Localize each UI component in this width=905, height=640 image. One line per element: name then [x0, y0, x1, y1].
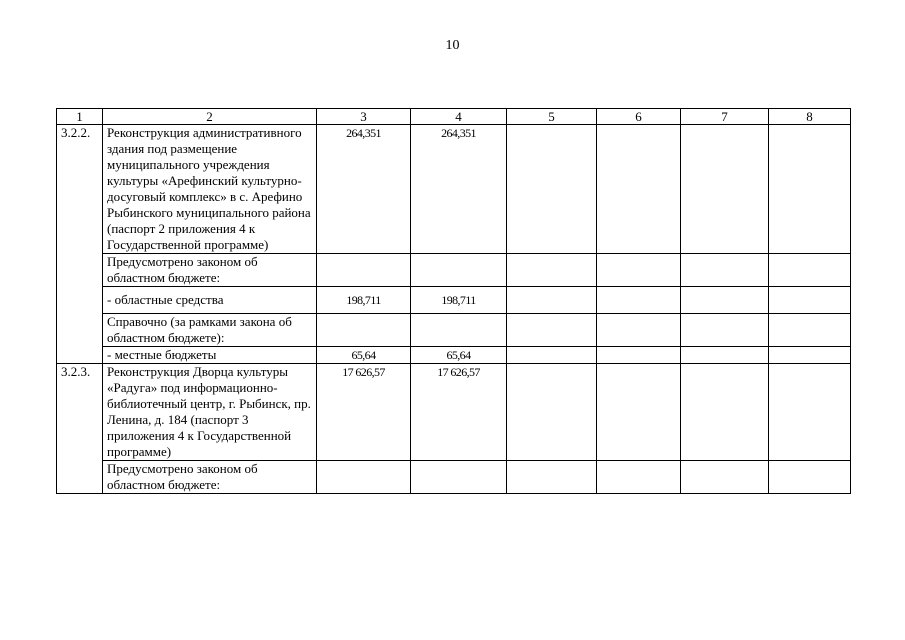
- cell-col3: 17 626,57: [317, 364, 411, 461]
- cell-col4: 17 626,57: [411, 364, 507, 461]
- column-header: 4: [411, 109, 507, 125]
- row-name: Справочно (за рамками закона об областном бюджете):: [103, 314, 317, 347]
- cell-col7: [681, 125, 769, 254]
- column-header: 1: [57, 109, 103, 125]
- cell-col8: [769, 364, 851, 461]
- row-name: Реконструкция Дворца культуры «Радуга» под информационно-библиотечный центр, г. Рыбинск, пр. Ленина, д. 184 (паспорт 3 приложения 4 к Государственной программе): [103, 364, 317, 461]
- cell-col7: [681, 254, 769, 287]
- cell-col5: [507, 314, 597, 347]
- cell-col8: [769, 125, 851, 254]
- row-name: Предусмотрено законом об областном бюджете:: [103, 461, 317, 494]
- cell-col5: [507, 254, 597, 287]
- budget-table: [56, 108, 851, 494]
- table-row: [57, 461, 851, 494]
- cell-col3: 65,64: [317, 347, 411, 364]
- table-row: [57, 364, 851, 461]
- table-row: [57, 347, 851, 364]
- column-header: 7: [681, 109, 769, 125]
- cell-col3: 264,351: [317, 125, 411, 254]
- header-row: [57, 109, 851, 125]
- column-header: 3: [317, 109, 411, 125]
- cell-col7: [681, 314, 769, 347]
- cell-col5: [507, 125, 597, 254]
- cell-col6: [597, 364, 681, 461]
- cell-col4: [411, 314, 507, 347]
- cell-col8: [769, 314, 851, 347]
- cell-col3: [317, 461, 411, 494]
- column-header: 5: [507, 109, 597, 125]
- cell-col7: [681, 347, 769, 364]
- row-code: 3.2.2.: [57, 125, 103, 364]
- cell-col5: [507, 461, 597, 494]
- cell-col4: 198,711: [411, 287, 507, 314]
- cell-col5: [507, 364, 597, 461]
- cell-col3: [317, 254, 411, 287]
- cell-col5: [507, 287, 597, 314]
- cell-col7: [681, 287, 769, 314]
- cell-col8: [769, 347, 851, 364]
- row-name: - местные бюджеты: [103, 347, 317, 364]
- cell-col7: [681, 364, 769, 461]
- cell-col6: [597, 125, 681, 254]
- table-row: [57, 125, 851, 254]
- table-row: [57, 287, 851, 314]
- table-row: [57, 314, 851, 347]
- cell-col7: [681, 461, 769, 494]
- row-name: Предусмотрено законом об областном бюджете:: [103, 254, 317, 287]
- cell-col4: [411, 254, 507, 287]
- column-header: 6: [597, 109, 681, 125]
- column-header: 2: [103, 109, 317, 125]
- page-number: 10: [445, 38, 460, 53]
- cell-col6: [597, 461, 681, 494]
- column-header: 8: [769, 109, 851, 125]
- cell-col6: [597, 287, 681, 314]
- row-code: 3.2.3.: [57, 364, 103, 494]
- cell-col4: 65,64: [411, 347, 507, 364]
- cell-col5: [507, 347, 597, 364]
- cell-col4: [411, 461, 507, 494]
- cell-col8: [769, 287, 851, 314]
- cell-col8: [769, 461, 851, 494]
- cell-col6: [597, 347, 681, 364]
- cell-col3: 198,711: [317, 287, 411, 314]
- cell-col3: [317, 314, 411, 347]
- cell-col8: [769, 254, 851, 287]
- cell-col6: [597, 314, 681, 347]
- row-name: - областные средства: [103, 287, 317, 314]
- row-name: Реконструкция административного здания под размещение муниципального учреждения культуры «Арефинский культурно-досуговый комплекс» в с. Арефино Рыбинского муниципального района (паспорт 2 приложения 4 к Государственной программе): [103, 125, 317, 254]
- cell-col6: [597, 254, 681, 287]
- table-row: [57, 254, 851, 287]
- cell-col4: 264,351: [411, 125, 507, 254]
